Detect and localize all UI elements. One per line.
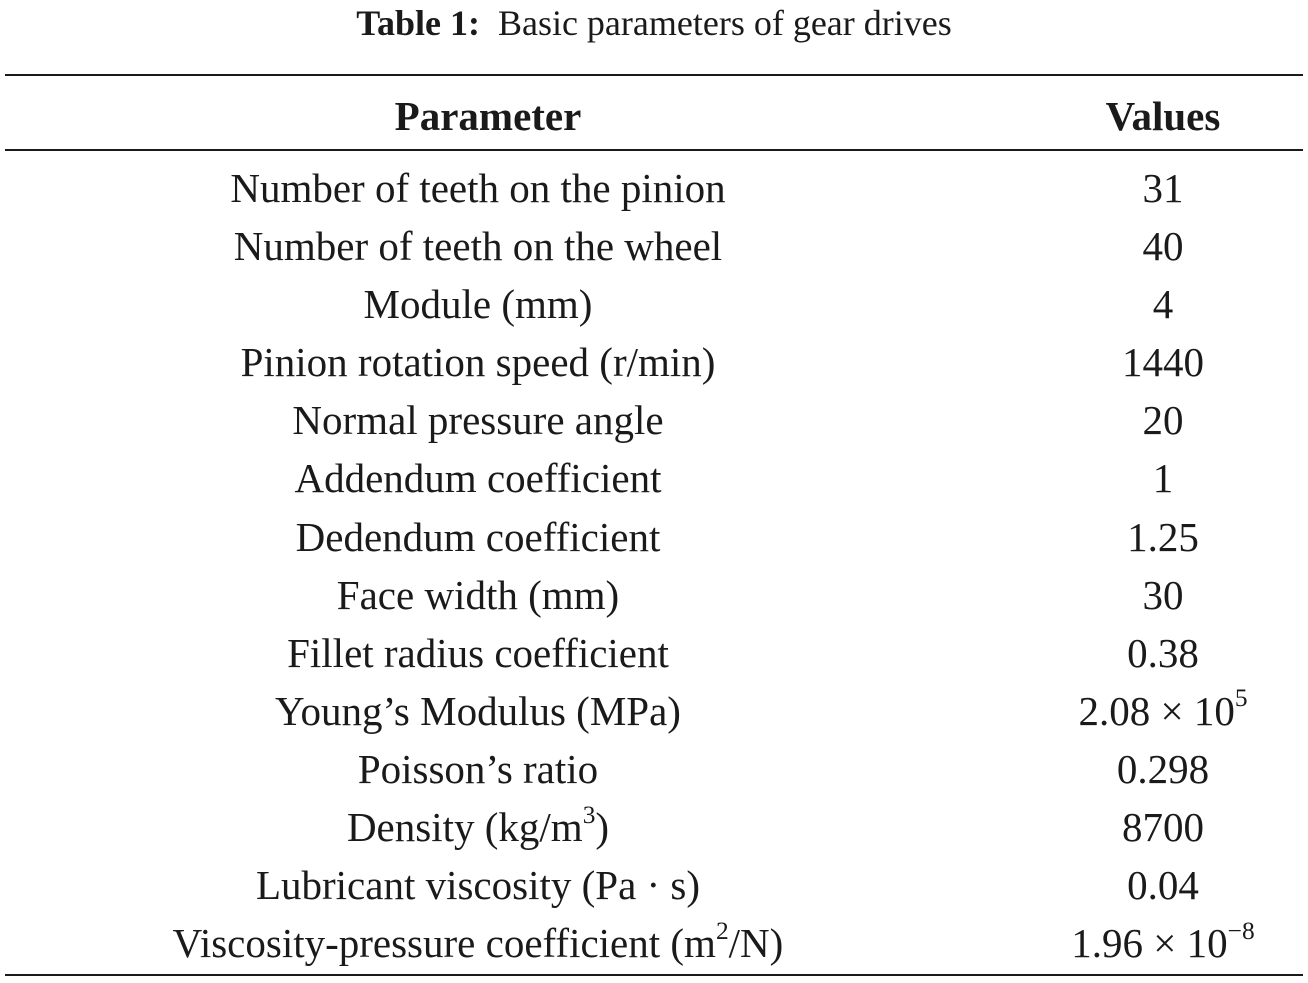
table-row (0, 276, 1308, 334)
value-cell: 40 (1142, 223, 1184, 270)
table-row (0, 567, 1308, 625)
value-cell (1028, 683, 1298, 739)
parameter-cell (60, 915, 896, 971)
table-caption-text: Basic parameters of gear drives (497, 3, 952, 43)
value-cell: 30 (1142, 571, 1184, 618)
table-row (0, 741, 1308, 799)
value-cell: 1440 (1122, 339, 1204, 386)
table-row (0, 392, 1308, 450)
table-row (0, 334, 1308, 392)
parameter-cell: Dedendum coefficient (295, 513, 661, 560)
parameter-cell: Number of teeth on the pinion (230, 165, 726, 211)
parameter-cell: Face width (mm) (336, 571, 620, 618)
table-row (0, 509, 1308, 567)
table-caption (0, 0, 1308, 46)
table-row (0, 915, 1308, 973)
value-cell (1028, 915, 1298, 971)
table-row (0, 857, 1308, 915)
value-cell: 31 (1142, 165, 1184, 211)
parameter-base: Density (kg/m (346, 804, 583, 851)
parameter-cell: Module (mm) (363, 281, 593, 328)
table-bottom-rule (5, 974, 1303, 976)
parameter-cell: Number of teeth on the wheel (233, 223, 723, 270)
value-cell: 1.25 (1127, 513, 1199, 560)
table-row (0, 799, 1308, 857)
value-cell: 20 (1142, 397, 1184, 444)
header-parameter: Parameter (394, 93, 582, 139)
value-cell: 0.04 (1127, 862, 1199, 909)
value-cell: 0.298 (1116, 745, 1210, 792)
parameter-base: Viscosity-pressure coefficient (m (172, 920, 716, 967)
header-values: Values (1105, 93, 1221, 139)
parameter-cell (60, 799, 896, 855)
value-base: 2.08 × 10 (1078, 687, 1235, 734)
parameter-cell: Fillet radius coefficient (287, 629, 669, 676)
table-row (0, 218, 1308, 276)
parameter-exponent: 3 (582, 800, 596, 829)
table-body (0, 160, 1308, 973)
table-caption-label: Table 1: (356, 3, 480, 43)
parameter-cell: Pinion rotation speed (r/min) (240, 339, 716, 386)
parameter-cell: Poisson’s ratio (357, 745, 599, 792)
table-row (0, 683, 1308, 741)
value-cell: 4 (1152, 281, 1174, 328)
table-header-row (0, 88, 1308, 144)
value-cell: 8700 (1122, 804, 1204, 851)
table-row (0, 160, 1308, 218)
parameter-tail: /N) (728, 920, 784, 967)
value-exponent: 5 (1234, 684, 1248, 713)
parameter-cell: Normal pressure angle (292, 397, 664, 444)
parameter-tail: ) (595, 804, 610, 851)
parameter-exponent: 2 (715, 916, 729, 945)
parameter-cell: Addendum coefficient (294, 455, 662, 502)
value-base: 1.96 × 10 (1071, 920, 1228, 967)
table-top-rule (5, 74, 1303, 76)
value-cell: 1 (1152, 455, 1174, 502)
table-header-rule (5, 149, 1303, 151)
table-row (0, 625, 1308, 683)
value-cell: 0.38 (1127, 629, 1199, 676)
parameter-cell: Young’s Modulus (MPa) (275, 687, 681, 734)
value-exponent: −8 (1227, 916, 1255, 945)
table-row (0, 450, 1308, 508)
parameter-cell: Lubricant viscosity (Pa · s) (255, 862, 701, 909)
